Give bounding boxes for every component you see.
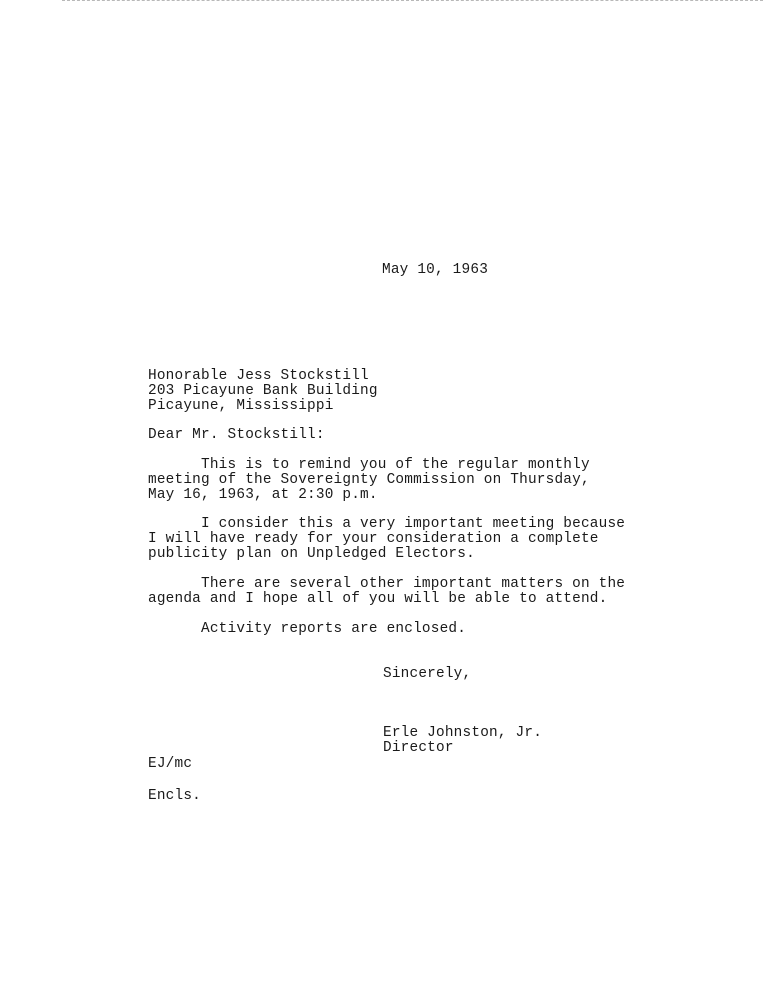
enclosures-note: Encls. xyxy=(148,788,202,804)
paragraph-4-line-1: Activity reports are enclosed. xyxy=(148,621,467,637)
paragraph-2-line-2: I will have ready for your consideration a complete xyxy=(148,531,599,547)
paragraph-2-line-3: publicity plan on Unpledged Electors. xyxy=(148,546,475,562)
recipient-street: 203 Picayune Bank Building xyxy=(148,383,378,399)
paragraph-3-line-2: agenda and I hope all of you will be able to attend. xyxy=(148,591,608,607)
reference-initials: EJ/mc xyxy=(148,756,193,772)
signer-title: Director xyxy=(383,740,454,756)
recipient-name: Honorable Jess Stockstill xyxy=(148,368,369,384)
paragraph-1-line-3: May 16, 1963, at 2:30 p.m. xyxy=(148,487,378,503)
salutation: Dear Mr. Stockstill: xyxy=(148,427,325,443)
paragraph-1-line-2: meeting of the Sovereignty Commission on Thursday, xyxy=(148,472,590,488)
paragraph-1-line-1: This is to remind you of the regular monthly xyxy=(148,457,590,473)
paragraph-2-line-1: I consider this a very important meeting because xyxy=(148,516,626,532)
signer-name: Erle Johnston, Jr. xyxy=(383,725,543,741)
letter-date: May 10, 1963 xyxy=(382,262,489,278)
recipient-city: Picayune, Mississippi xyxy=(148,398,334,414)
page-top-border xyxy=(62,0,763,1)
closing: Sincerely, xyxy=(383,666,472,682)
paragraph-3-line-1: There are several other important matters on the xyxy=(148,576,626,592)
